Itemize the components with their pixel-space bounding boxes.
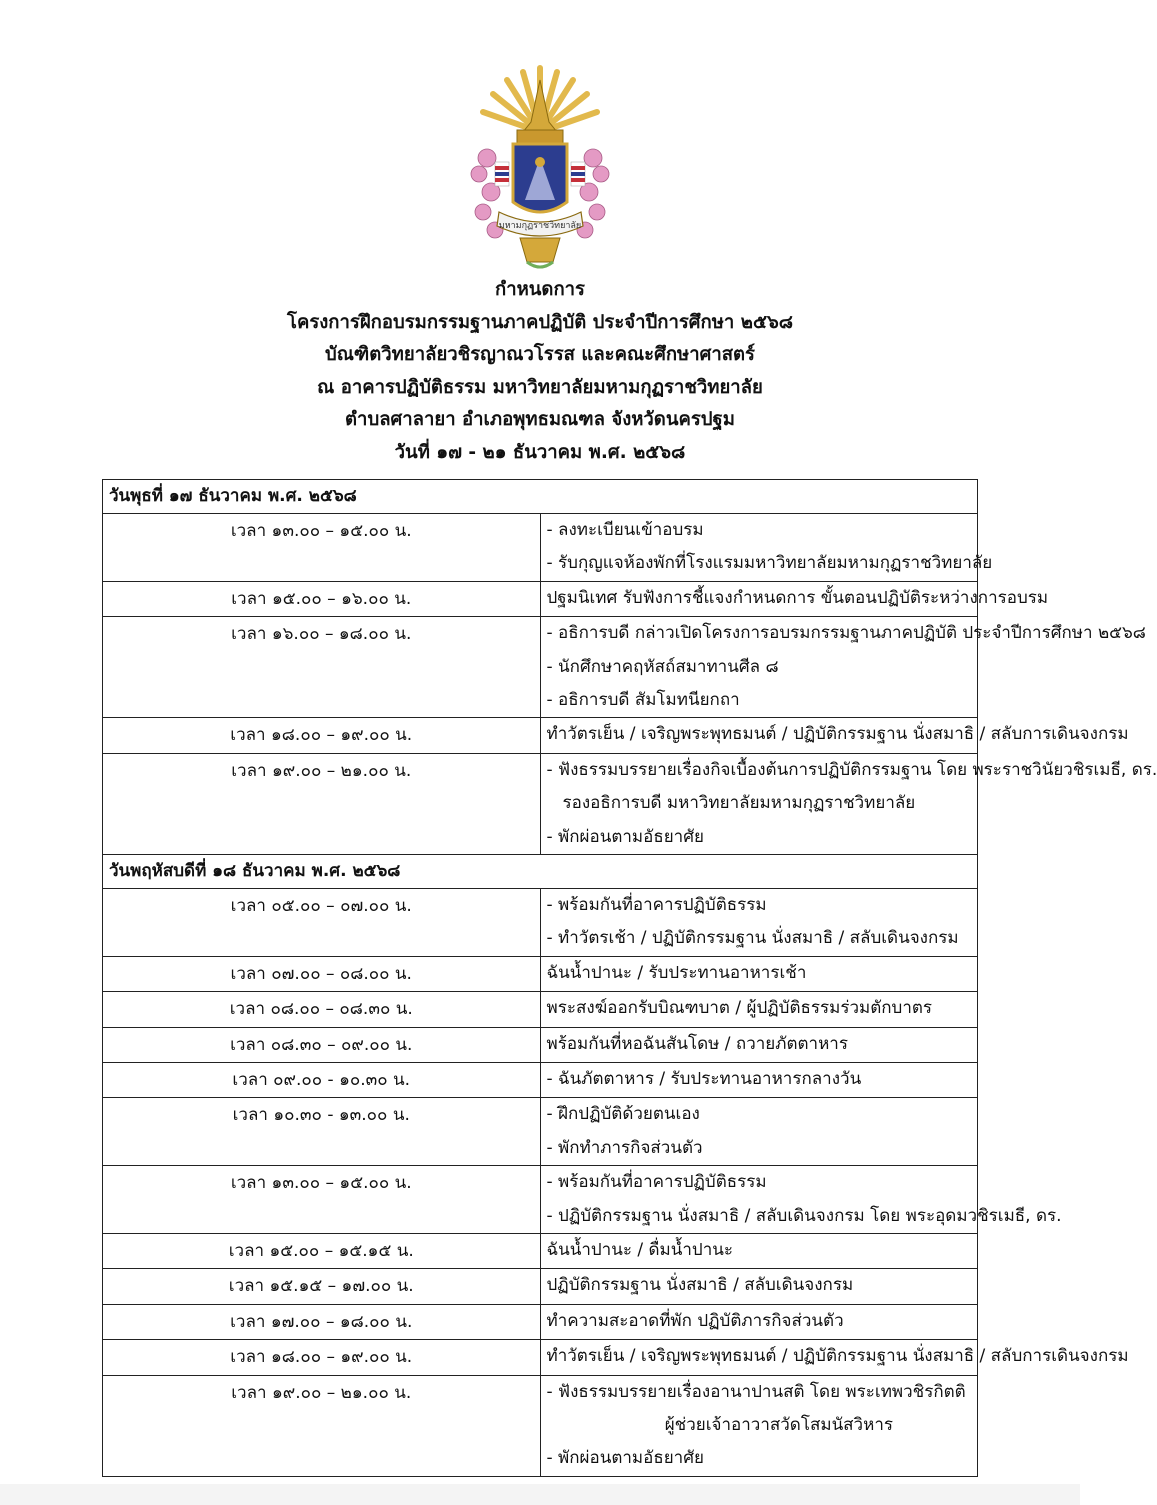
activity-line: - ฝึกปฏิบัติด้วยตนเอง xyxy=(546,1104,700,1125)
header-line-1: กำหนดการ xyxy=(495,279,585,300)
activity-cell xyxy=(540,1269,978,1304)
activity-cell xyxy=(540,617,1146,718)
activity-cell xyxy=(540,1062,978,1097)
activity-line: พระสงฆ์ออกรับบิณฑบาต / ผู้ปฏิบัติธรรมร่วมตักบาตร xyxy=(546,998,933,1019)
activity-line: - ทำวัตรเช้า / ปฏิบัติกรรมฐาน นั่งสมาธิ / สลับเดินจงกรม xyxy=(546,928,959,949)
activity-line: - ฟังธรรมบรรยายเรื่องกิจเบื้องต้นการปฏิบัติกรรมฐาน โดย พระราชวินัยวชิรเมธี, ดร. xyxy=(546,759,1157,780)
activity-line: ฉันน้ำปานะ / ดื่มน้ำปานะ xyxy=(546,1239,733,1260)
activity-line: - ฟังธรรมบรรยายเรื่องอานาปานสติ โดย พระเทพวชิรกิตติ xyxy=(546,1381,966,1402)
activity-cell xyxy=(540,1027,978,1062)
schedule-row xyxy=(103,581,978,616)
activity-line: - อธิการบดี กล่าวเปิดโครงการอบรมกรรมฐานภาคปฏิบัติ ประจำปีการศึกษา ๒๕๖๘ xyxy=(546,623,1146,644)
activity-line: รองอธิการบดี มหาวิทยาลัยมหามกุฏราชวิทยาลัย xyxy=(562,793,916,814)
time-slot: เวลา ๑๓.๐๐ – ๑๕.๐๐ น. xyxy=(103,514,541,582)
activity-line: - พร้อมกันที่อาคารปฏิบัติธรรม xyxy=(546,1172,767,1193)
activity-cell xyxy=(540,956,978,991)
activity-line: ปฏิบัติกรรมฐาน นั่งสมาธิ / สลับเดินจงกรม xyxy=(546,1275,854,1296)
schedule-row xyxy=(103,1233,978,1268)
activity-cell xyxy=(540,581,1049,616)
schedule-row xyxy=(103,753,978,854)
activity-cell xyxy=(540,514,993,582)
time-slot: เวลา ๑๙.๐๐ – ๒๑.๐๐ น. xyxy=(103,1375,541,1476)
activity-line: ทำวัตรเย็น / เจริญพระพุทธมนต์ / ปฏิบัติกรรมฐาน นั่งสมาธิ / สลับการเดินจงกรม xyxy=(546,724,1129,745)
schedule-row xyxy=(103,992,978,1027)
schedule-row xyxy=(103,1375,978,1476)
activity-cell xyxy=(540,1304,978,1339)
activity-line: - ลงทะเบียนเข้าอบรม xyxy=(546,520,704,540)
schedule-row xyxy=(103,1269,978,1304)
activity-line: พร้อมกันที่หอฉันสันโดษ / ถวายภัตตาหาร xyxy=(546,1033,848,1054)
activity-line: - พักผ่อนตามอัธยาศัย xyxy=(546,1448,704,1469)
page-bottom-margin xyxy=(0,1484,1080,1505)
schedule-row xyxy=(103,1340,978,1375)
time-slot: เวลา ๑๐.๓๐ - ๑๓.๐๐ น. xyxy=(103,1098,541,1166)
activity-cell xyxy=(540,1340,1129,1375)
activity-cell xyxy=(540,753,1157,854)
header-line-2: โครงการฝึกอบรมกรรมฐานภาคปฏิบัติ ประจำปีการศึกษา ๒๕๖๘ xyxy=(287,311,793,333)
activity-cell xyxy=(540,1166,1062,1234)
activity-line: - นักศึกษาคฤหัสถ์สมาทานศีล ๘ xyxy=(546,656,779,677)
time-slot: เวลา ๑๕.๑๕ – ๑๗.๐๐ น. xyxy=(103,1269,541,1304)
time-slot: เวลา ๐๘.๓๐ – ๐๙.๐๐ น. xyxy=(103,1027,541,1062)
time-slot: เวลา ๑๕.๐๐ – ๑๕.๑๕ น. xyxy=(103,1233,541,1268)
schedule-row xyxy=(103,1166,978,1234)
schedule-row xyxy=(103,1304,978,1339)
activity-line: ทำความสะอาดที่พัก ปฏิบัติภารกิจส่วนตัว xyxy=(546,1310,844,1331)
schedule-row xyxy=(103,1098,978,1166)
header-line-5: ตำบลศาลายา อำเภอพุทธมณฑล จังหวัดนครปฐม xyxy=(345,409,735,431)
emblem-ribbon-text: มหามกุฏราชวิทยาลัย xyxy=(498,221,582,231)
header-line-3: บัณฑิตวิทยาลัยวชิรญาณวโรรส และคณะศึกษาศาสตร์ xyxy=(325,344,755,366)
activity-line: - ฉันภัตตาหาร / รับประทานอาหารกลางวัน xyxy=(546,1068,862,1089)
header-line-4: ณ อาคารปฏิบัติธรรม มหาวิทยาลัยมหามกุฏราชวิทยาลัย xyxy=(317,376,763,398)
activity-cell xyxy=(540,992,978,1027)
schedule-table xyxy=(102,479,1157,1477)
schedule-row xyxy=(103,718,978,753)
schedule-row xyxy=(103,1027,978,1062)
activity-line: - พักผ่อนตามอัธยาศัย xyxy=(546,826,704,847)
activity-line: - พร้อมกันที่อาคารปฏิบัติธรรม xyxy=(546,894,767,915)
activity-line: - พักทำภารกิจส่วนตัว xyxy=(546,1137,703,1158)
day-header-row xyxy=(103,480,978,514)
time-slot: เวลา ๑๘.๐๐ – ๑๙.๐๐ น. xyxy=(103,1340,541,1375)
activity-cell xyxy=(540,1098,978,1166)
schedule-row xyxy=(103,514,978,582)
activity-cell xyxy=(540,1233,978,1268)
activity-line: ฉันน้ำปานะ / รับประทานอาหารเช้า xyxy=(546,962,807,983)
activity-line: ผู้ช่วยเจ้าอาวาสวัดโสมนัสวิหาร xyxy=(664,1414,893,1435)
time-slot: เวลา ๐๗.๐๐ – ๐๘.๐๐ น. xyxy=(103,956,541,991)
time-slot: เวลา ๐๘.๐๐ – ๐๘.๓๐ น. xyxy=(103,992,541,1027)
time-slot: เวลา ๑๖.๐๐ – ๑๘.๐๐ น. xyxy=(103,617,541,718)
activity-line: - ปฏิบัติกรรมฐาน นั่งสมาธิ / สลับเดินจงกรม โดย พระอุดมวชิรเมธี, ดร. xyxy=(546,1205,1062,1226)
document-header xyxy=(0,274,1080,470)
header-line-6: วันที่ ๑๗ - ๒๑ ธันวาคม พ.ศ. ๒๕๖๘ xyxy=(394,441,686,463)
time-slot: เวลา ๑๘.๐๐ – ๑๙.๐๐ น. xyxy=(103,718,541,753)
activity-cell xyxy=(540,888,978,956)
activity-line: - อธิการบดี สัมโมทนียกถา xyxy=(546,689,740,710)
time-slot: เวลา ๐๙.๐๐ - ๑๐.๓๐ น. xyxy=(103,1062,541,1097)
schedule-row xyxy=(103,956,978,991)
activity-cell xyxy=(540,1375,978,1476)
emblem-graphic xyxy=(465,62,615,272)
schedule-row xyxy=(103,617,978,718)
activity-line: ทำวัตรเย็น / เจริญพระพุทธมนต์ / ปฏิบัติกรรมฐาน นั่งสมาธิ / สลับการเดินจงกรม xyxy=(546,1346,1129,1367)
activity-cell xyxy=(540,718,1129,753)
schedule-row xyxy=(103,888,978,956)
university-emblem xyxy=(465,62,615,272)
day-header: วันพุธที่ ๑๗ ธันวาคม พ.ศ. ๒๕๖๘ xyxy=(103,480,978,514)
time-slot: เวลา ๑๕.๐๐ – ๑๖.๐๐ น. xyxy=(103,581,541,616)
day-header-row xyxy=(103,854,978,888)
time-slot: เวลา ๑๓.๐๐ – ๑๕.๐๐ น. xyxy=(103,1166,541,1234)
activity-line: ปฐมนิเทศ รับฟังการชี้แจงกำหนดการ ขั้นตอนปฏิบัติระหว่างการอบรม xyxy=(546,587,1049,608)
day-header: วันพฤหัสบดีที่ ๑๘ ธันวาคม พ.ศ. ๒๕๖๘ xyxy=(103,854,978,888)
activity-line: - รับกุญแจห้องพักที่โรงแรมมหาวิทยาลัยมหามกุฏราชวิทยาลัย xyxy=(546,553,993,574)
time-slot: เวลา ๑๙.๐๐ – ๒๑.๐๐ น. xyxy=(103,753,541,854)
time-slot: เวลา ๑๗.๐๐ – ๑๘.๐๐ น. xyxy=(103,1304,541,1339)
time-slot: เวลา ๐๕.๐๐ – ๐๗.๐๐ น. xyxy=(103,888,541,956)
schedule-row xyxy=(103,1062,978,1097)
